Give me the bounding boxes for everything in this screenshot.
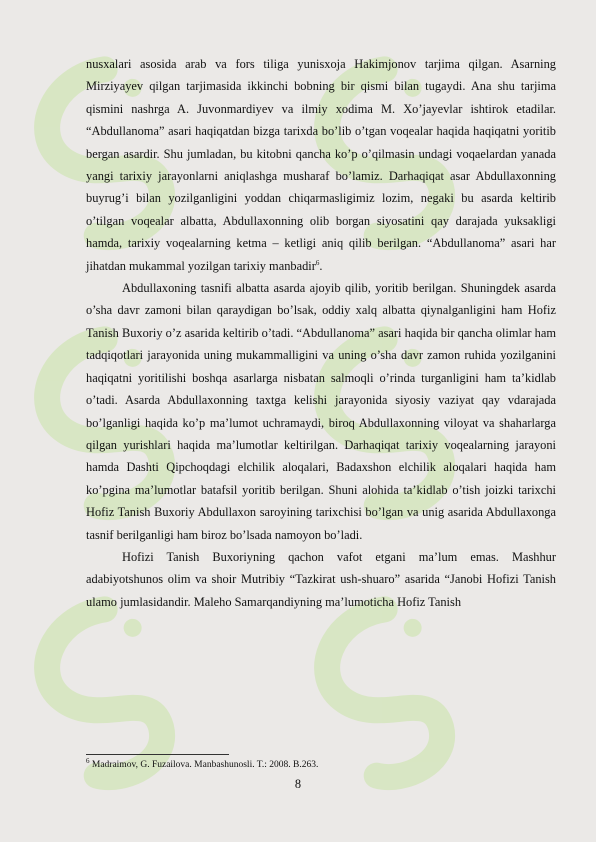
footnote-ref-6[interactable]: 6 — [315, 258, 320, 267]
paragraph-1-text: nusxalari asosida arab va fors tiliga yunisxoja Hakimjonov tarjima qilgan. Asarning Mirziyayev qilgan tarjimasida ikkinchi bobning bir qismi bilan tugaydi. Ana shu tarjima qismini nashrga A. Juvonmardiyev va ilmiy xodima M. Xo’jayevlar ishtirok etadilar. “Abdullanoma” asari haqiqatdan bizga tarixda bo’lib o’tgan voqealar haqida haqiqatni yoritib bergan asardir. Shu jumladan, bu kitobni qancha ko’p o’qilmasin undagi voqaelardan yanada yangi tarixiy jarayonlarni aniqlashga musharaf bo’lamiz. Darhaqiqat asar Abdullaxonning buyrug’i bilan yozilganligini yoddan chiqarmasligimiz lozim, negaki bu asarda keltirib o’tilgan voqealar albatta, Abdullaxonning olib borgan siyosatini qay darajada yuksakligi hamda, tarixiy voqealarning ketma – ketligi aniq qilib berilgan. “Abdullanoma” asari har jihatdan mukammal yozilgan tarixiy manbadir — [86, 57, 556, 273]
footnote-mark: 6 — [86, 756, 90, 765]
paragraph-1-end: . — [319, 258, 323, 273]
paragraph-3 — [86, 546, 556, 613]
paragraph-2-text: Abdullaxoning tasnifi albatta asarda ajoyib qilib, yoritib berilgan. Shuningdek asarda o’sha davr zamoni bilan qaraydigan bo’lsak, oddiy xalq albatta qiynalganligini ham Hofiz Tanish Buxoriy o’z asarida keltirib o’tadi. “Abdullanoma” asari haqida bir qancha olimlar ham tadqiqotlari jarayonida uning mukammalligini va uning o’sha davr zamon ruhida yozilganini haqiqatni yoritilishi boshqa asarlarga nisbatan salmoqli o’rinda turganligini ham ta’kidlab o’tadi. Asarda Abdullaxonning taxtga kelishi jarayonida siyosiy vaziyat qay vdarajada bo’lganligi haqida ko’p ma’lumot uchramaydi, biroq Abdullaxonning viloyat va shaharlarga qilgan yurishlari haqida ma’lumotlar keltirilgan. Darhaqiqat tarixiy voqealarning jarayoni hamda Dashti Qipchoqdagi elchilik aloqalari, Badaxshon elchilik aloqalari haqida ham ko’pgina ma’lumotlar batafsil yoritib berilgan. Shuni alohida ta’kidlab o’tish joizki tarixchi Hofiz Tanish Buxoriy Abdullaxon saroyining tarixchisi bo’lgan va unig asarida Abdullaxonga tasnif berilganligi ham biroz bo’lsada namoyon bo’ladi. — [86, 281, 556, 542]
paragraph-3-text: Hofizi Tanish Buxoriyning qachon vafot etgani ma’lum emas. Mashhur adabiyotshunos olim va shoir Mutribiy “Tazkirat ush-shuaro” asarida “Janobi Hofizi Tanish ulamo jumlasidandir. Maleho Samarqandiyning ma’lumoticha Hofiz Tanish — [86, 549, 556, 609]
watermark-logo-icon — [304, 593, 483, 789]
footnote — [86, 756, 319, 771]
footnote-text: Madraimov, G. Fuzailova. Manbashunosli. T.: 2008. B.263. — [91, 760, 319, 770]
body-text — [86, 53, 556, 613]
footnote-divider — [86, 754, 229, 755]
paragraph-2 — [86, 277, 556, 546]
paragraph-1 — [86, 53, 556, 277]
page-number: 8 — [294, 777, 302, 791]
